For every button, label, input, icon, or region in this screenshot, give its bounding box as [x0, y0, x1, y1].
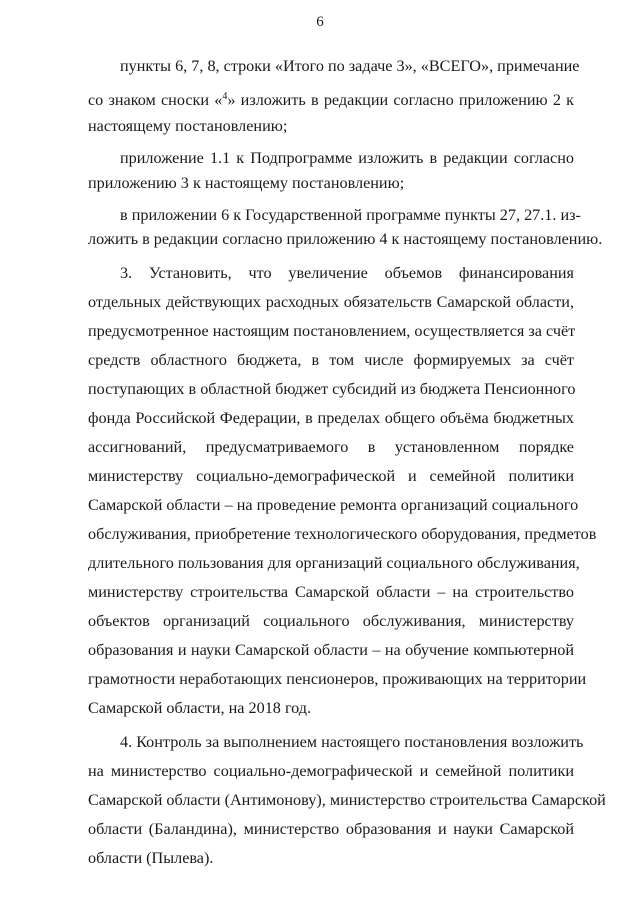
text-fragment: со знаком сноски «: [88, 91, 223, 109]
text-line: объектов организаций социального обслуживания, министерству: [88, 612, 574, 630]
text-line: 3. Установить, что увеличение объемов финансирования: [120, 264, 574, 282]
text-line: [88, 90, 574, 110]
text-line: Самарской области (Антимонову), министерство строительства Самарской: [88, 791, 606, 809]
text-line: 4. Контроль за выполнением настоящего постановления возложить: [120, 733, 584, 751]
text-line: приложение 1.1 к Подпрограмме изложить в редакции согласно: [120, 149, 574, 167]
text-line: в приложении 6 к Государственной программе пункты 27, 27.1. из-: [120, 206, 581, 224]
page-number: 6: [316, 14, 324, 30]
text-line: отдельных действующих расходных обязательств Самарской области,: [88, 293, 574, 311]
text-line: на министерство социально-демографической и семейной политики: [88, 762, 574, 780]
text-line: области (Пылева).: [88, 849, 214, 867]
text-line: ложить в редакции согласно приложению 4 к настоящему постановлению.: [88, 230, 603, 248]
text-fragment: » изложить в редакции согласно приложению 2 к: [227, 91, 574, 109]
text-line: Самарской области, на 2018 год.: [88, 699, 312, 717]
text-line: министерству строительства Самарской области – на строительство: [88, 583, 574, 601]
text-line: длительного пользования для организаций социального обслуживания,: [88, 554, 580, 572]
text-line: средств областного бюджета, в том числе формируемых за счёт: [88, 351, 574, 369]
text-line: грамотности неработающих пенсионеров, проживающих на территории: [88, 670, 587, 688]
text-line: области (Баландина), министерство образования и науки Самарской: [88, 820, 574, 838]
text-line: ассигнований, предусматриваемого в установленном порядке: [88, 438, 574, 456]
footnote-mark: 4: [222, 91, 228, 102]
text-line: настоящему постановлению;: [88, 117, 288, 135]
text-line: поступающих в областной бюджет субсидий из бюджета Пенсионного: [88, 380, 576, 398]
text-line: приложению 3 к настоящему постановлению;: [88, 174, 405, 192]
text-line: пункты 6, 7, 8, строки «Итого по задаче 3», «ВСЕГО», примечание: [120, 57, 580, 75]
text-line: образования и науки Самарской области – на обучение компьютерной: [88, 641, 574, 659]
text-line: предусмотренное настоящим постановлением, осуществляется за счёт: [88, 322, 576, 340]
text-line: обслуживания, приобретение технологического оборудования, предметов: [88, 525, 597, 543]
text-line: Самарской области – на проведение ремонта организаций социального: [88, 496, 579, 514]
text-line: министерству социально-демографической и семейной политики: [88, 467, 574, 485]
text-line: фонда Российской Федерации, в пределах общего объёма бюджетных: [88, 409, 574, 427]
